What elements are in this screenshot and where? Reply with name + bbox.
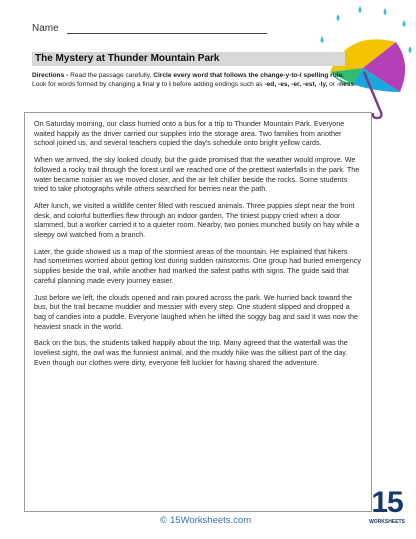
- directions-bold: Circle every word that follows the change-y-to-i spelling rule.: [153, 72, 345, 79]
- directions-ness: -ness: [336, 81, 355, 88]
- logo-number: 15: [371, 486, 403, 519]
- directions-y: y: [156, 81, 160, 88]
- directions-part: .: [354, 81, 356, 88]
- directions-part: before adding endings such as: [170, 81, 265, 88]
- site-url: 15Worksheets.com: [170, 515, 252, 526]
- directions-endings: -ed, -es, -er, -est, -ly,: [264, 81, 328, 88]
- directions-part: or: [327, 81, 337, 88]
- passage-box: [24, 112, 372, 512]
- directions-part: Look for words formed by changing a final: [32, 81, 157, 88]
- worksheet-title: The Mystery at Thunder Mountain Park: [32, 52, 345, 66]
- footer: [0, 513, 416, 539]
- directions-part: Read the passage carefully.: [68, 72, 154, 79]
- passage-paragraph: Back on the bus, the students talked happily about the trip. Many agreed that the waterfall was the loveliest sight, the owl was the funniest animal, and the muddy hike was the silliest part of the day. Even though our clothes were dirty, everyone felt luckier for having shared the adventure.: [34, 338, 348, 367]
- passage-paragraph: On Saturday morning, our class hurried onto a bus for a trip to Thunder Mountain Park. Everyone waited happily as the driver carried our supplies into the storage area. Two families from another school joined us, and several teachers copied the day's schedule onto bright yellow cards.: [34, 119, 345, 148]
- passage-paragraph: When we arrived, the sky looked cloudy, but the guide promised that the weather would improve. We followed a rocky trail through the forest until we reached one of the prettiest waterfalls in the park. The water became noisier as we moved closer, and the air felt chillier beside the rocks. Some students tried to take photographs while others searched for berries near the path.: [34, 155, 360, 194]
- name-row: [32, 22, 267, 34]
- directions-label: Directions -: [32, 72, 69, 79]
- directions-text: [32, 71, 358, 89]
- passage-paragraph: Just before we left, the clouds opened and rain poured across the park. We hurried back toward the bus, but the trail became muddier and messier with every step. One student slipped and dropped a bag of candies into a puddle. Everyone laughed when he lifted the soggy bag and said it was now the heaviest snack in the world.: [34, 292, 358, 331]
- directions-part: to: [159, 81, 170, 88]
- brand-logo: [368, 486, 406, 534]
- copyright-symbol: ©: [160, 515, 167, 526]
- name-line: [67, 22, 267, 34]
- passage-paragraph: After lunch, we visited a wildlife center filled with rescued animals. Three puppies slept near the front desk, and colorful butterflies flew through an indoor garden. The tiniest puppy cried when a door slammed, but a worker carried it to a quieter room. Nearby, two ponies munched busily on hay while a sleepy owl watched from a branch.: [34, 200, 360, 240]
- directions-i: i: [169, 81, 171, 88]
- passage-paragraph: Later, the guide showed us a map of the stormiest areas of the mountain. He explained that hikers had sometimes worried about getting lost during sudden rainstorms. One group had buried emergency supplies beside the trail, while another had marked the safest paths with signs. The guide said that careful planning made every journey easier.: [34, 246, 361, 285]
- site-link[interactable]: [160, 515, 251, 526]
- logo-text: WORKSHEETS: [369, 519, 405, 525]
- name-label: Name: [32, 23, 59, 34]
